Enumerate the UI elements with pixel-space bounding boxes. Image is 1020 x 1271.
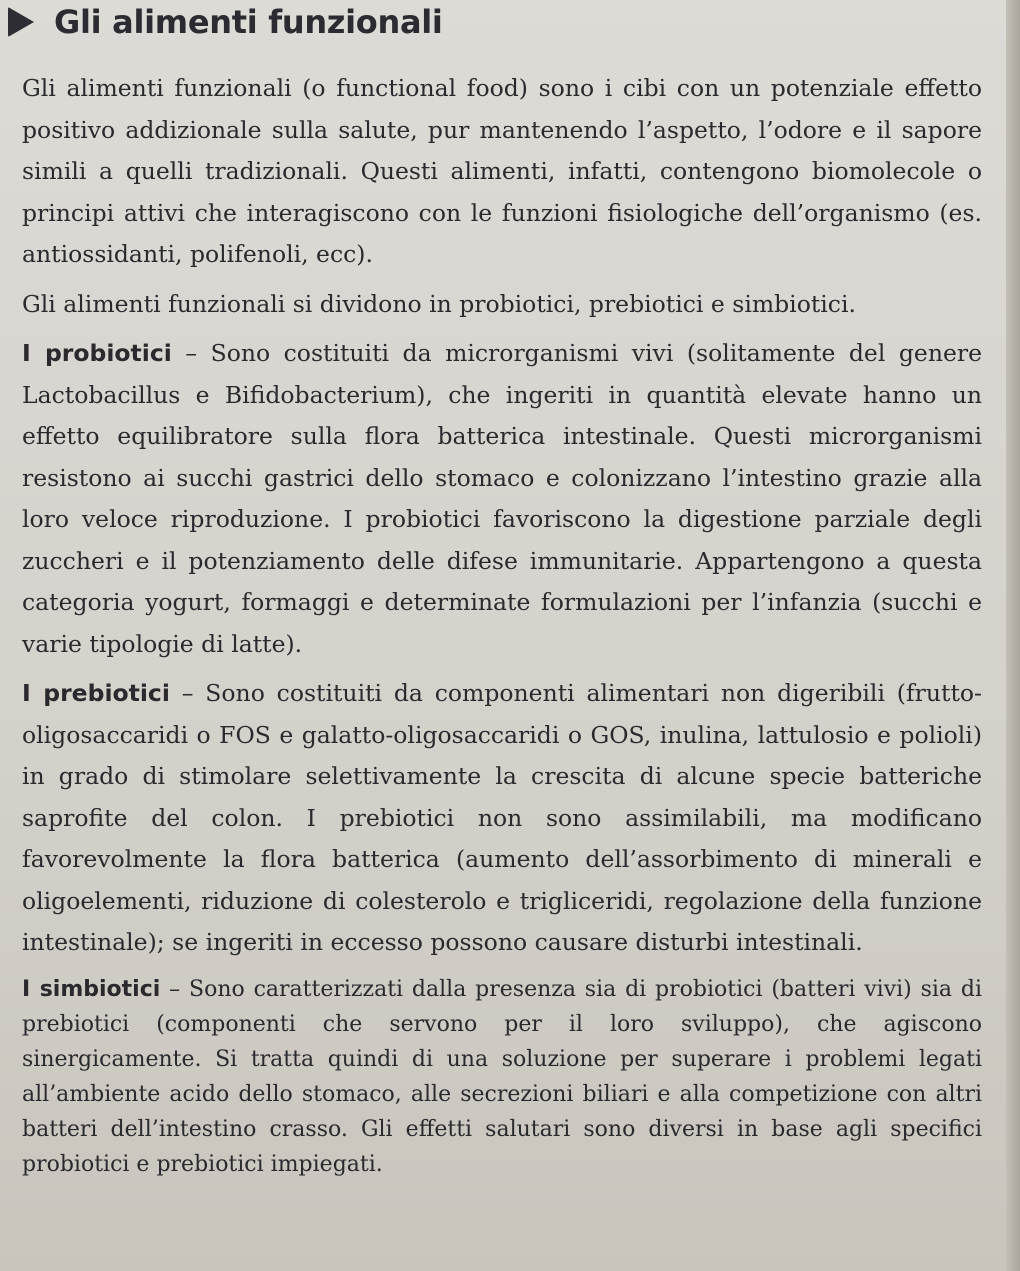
section-header <box>0 0 980 44</box>
probiotici-heading: I probiotici <box>22 339 172 367</box>
triangle-bullet-icon <box>8 7 34 37</box>
division-paragraph: Gli alimenti funzionali si dividono in probiotici, prebiotici e simbiotici. <box>22 289 856 318</box>
simbiotici-heading: I simbiotici <box>22 976 161 1002</box>
prebiotici-paragraph <box>22 673 982 964</box>
simbiotici-text: – Sono caratterizzati dalla presenza sia di probiotici (batteri vivi) sia di prebiotici (componenti che servono per il loro sviluppo), che agiscono sinergicamente. Si tratta quindi di una soluzione per superare i problemi legati all’ambiente acido dello stomaco, alle secrezioni biliari e alla competizione con altri batteri dell’intestino crasso. Gli effetti salutari sono diversi in base agli specifici probiotici e prebiotici impiegati. <box>22 976 982 1177</box>
simbiotici-paragraph <box>22 972 982 1182</box>
page-edge <box>1006 0 1020 1271</box>
prebiotici-heading: I prebiotici <box>22 679 170 707</box>
body-text <box>22 68 982 1182</box>
section-title: Gli alimenti funzionali <box>54 3 443 41</box>
intro-paragraph: Gli alimenti funzionali (o functional food) sono i cibi con un potenziale effetto positivo addizionale sulla salute, pur mantenendo l’aspetto, l’odore e il sapore simili a quelli tradizionali. Questi alimenti, infatti, contengono biomolecole o principi attivi che interagiscono con le funzioni fisiologiche dell’organismo (es. antiossidanti, polifenoli, ecc). <box>22 74 982 268</box>
probiotici-text: – Sono costituiti da microrganismi vivi (solitamente del genere Lactobacillus e Bifidobacterium), che ingeriti in quantità elevate hanno un effetto equilibratore sulla flora batterica intestinale. Questi microrganismi resistono ai succhi gastrici dello stomaco e colonizzano l’intestino grazie alla loro veloce riproduzione. I probiotici favoriscono la digestione parziale degli zuccheri e il potenziamento delle difese immunitarie. Appartengono a questa categoria yogurt, formaggi e determinate formulazioni per l’infanzia (succhi e varie tipologie di latte). <box>22 339 983 658</box>
probiotici-paragraph <box>22 333 982 665</box>
prebiotici-text: – Sono costituiti da componenti alimentari non digeribili (frutto-oligosaccaridi o FOS e galatto-oligosaccaridi o GOS, inulina, lattulosio e polioli) in grado di stimolare selettivamente la crescita di alcune specie batteriche saprofite del colon. I prebiotici non sono assimilabili, ma modificano favorevolmente la flora batterica (aumento dell’assorbimento di minerali e oligoelementi, riduzione di colesterolo e trigliceridi, regolazione della funzione intestinale); se ingeriti in eccesso possono causare disturbi intestinali. <box>22 679 982 956</box>
